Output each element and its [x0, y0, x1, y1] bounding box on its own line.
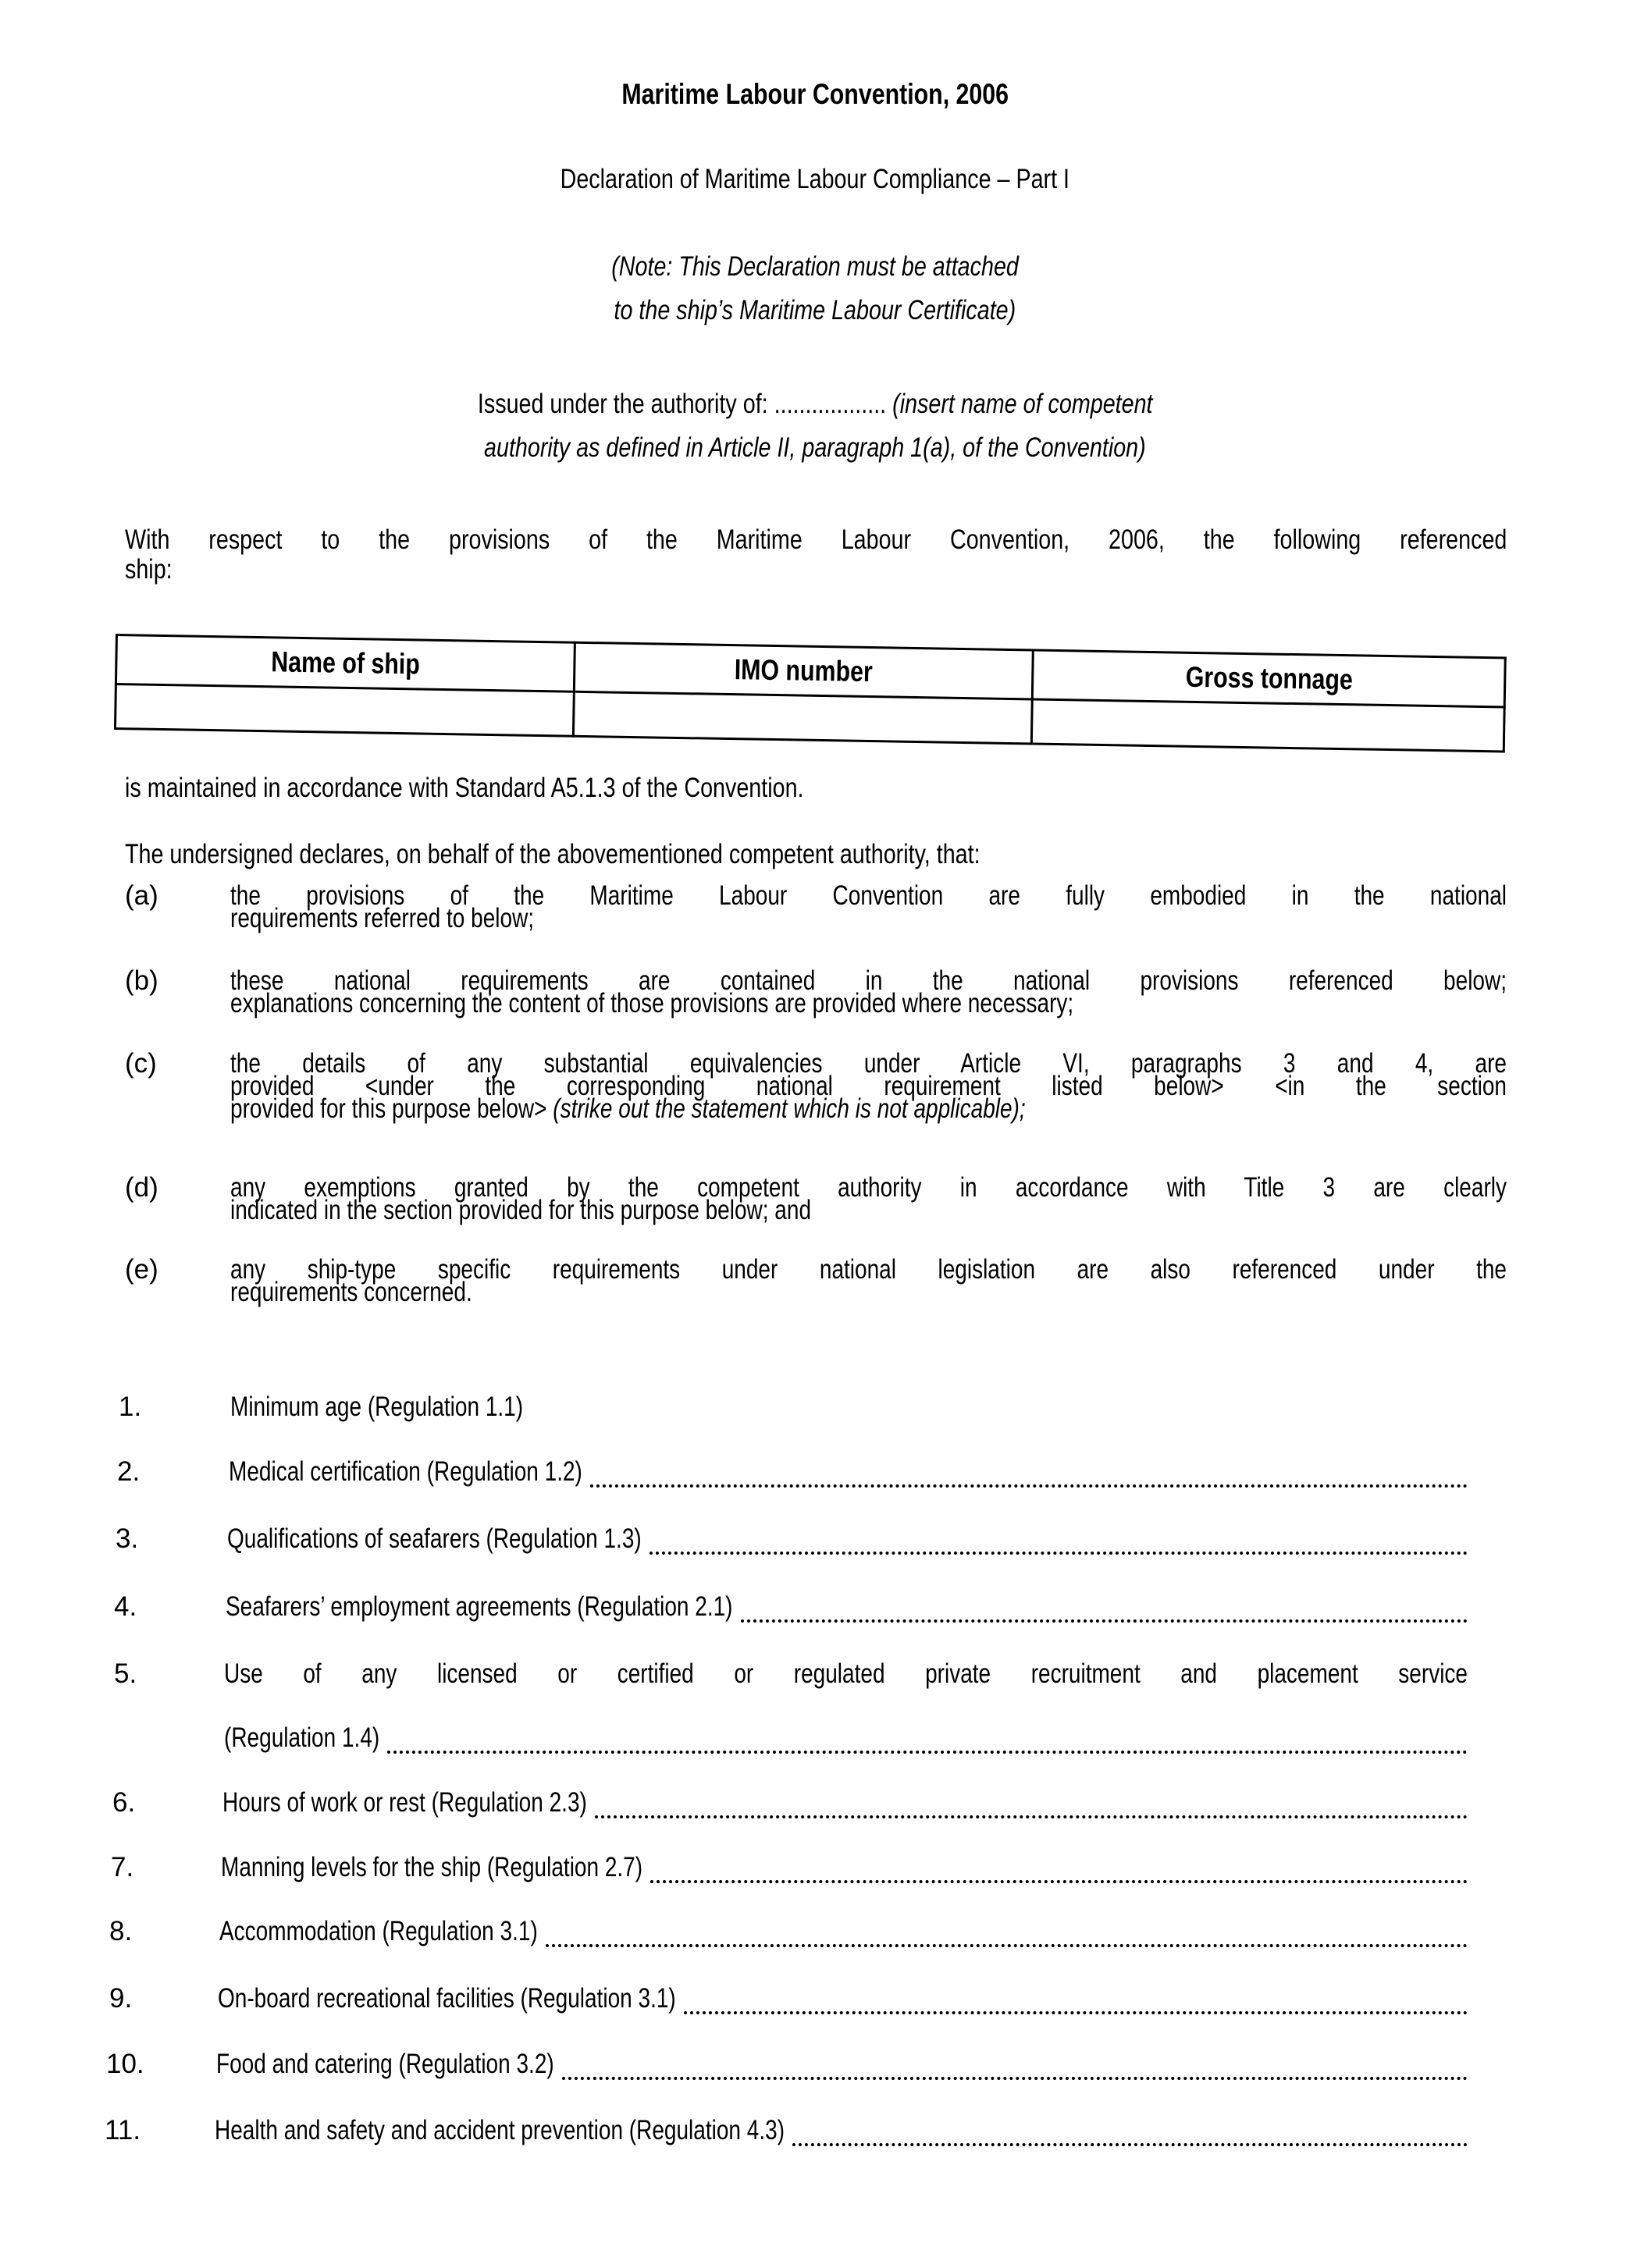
clause-label: (e)	[125, 1254, 158, 1285]
requirement-text: Seafarers’ employment agreements (Regulation 2.1)	[226, 1591, 733, 1622]
clause-label: (b)	[125, 965, 158, 996]
clause-line	[230, 988, 1284, 1019]
requirement-number: 7.	[111, 1852, 134, 1882]
clause-line-text: any ship-type specific requirements under national legislation are also referenced under the	[230, 1254, 1507, 1285]
cell-name-of-ship[interactable]	[115, 684, 574, 737]
clause-label: (c)	[125, 1048, 157, 1079]
clause-line	[230, 1093, 1224, 1125]
clause-line	[230, 903, 610, 934]
authority-prefix: Issued under the authority of:	[477, 389, 774, 419]
authority-name-blank[interactable]: ..................	[774, 389, 886, 419]
note-line-2-text: to the ship’s Maritime Labour Certificate)	[614, 295, 1016, 325]
intro-paragraph	[125, 524, 1507, 556]
requirement-text: Health and safety and accident prevention (Regulation 4.3)	[215, 2115, 785, 2145]
requirement-item	[226, 1591, 859, 1623]
clause-line-text: indicated in the section provided for this purpose below; and	[230, 1195, 812, 1225]
requirement-text: Use of any licensed or certified or regulated private recruitment and placement service	[224, 1658, 1468, 1689]
clause-line	[230, 1277, 532, 1308]
fill-in-dotted-line[interactable]	[650, 1880, 1468, 1883]
authority-line-1	[0, 389, 1630, 420]
declaration-lead-text: The undersigned declares, on behalf of the abovementioned competent authority, that:	[125, 839, 980, 869]
header-imo-number: IMO number	[574, 642, 1033, 699]
clause-line-text: the provisions of the Maritime Labour Convention are fully embodied in the national	[230, 880, 1507, 911]
clause-line-text: these national requirements are contained in the national provisions referenced below;	[230, 965, 1507, 996]
clause-line-text: the details of any substantial equivalencies under Article VI, paragraphs 3 and 4, are	[230, 1048, 1507, 1079]
requirement-number: 9.	[109, 1983, 133, 2014]
requirement-number: 6.	[112, 1787, 136, 1818]
fill-in-dotted-line[interactable]	[684, 2011, 1468, 2014]
intro-line-1: With respect to the provisions of the Maritime Labour Convention, 2006, the following referenced	[125, 524, 1507, 555]
fill-in-dotted-line[interactable]	[792, 2143, 1468, 2146]
requirement-item	[230, 1392, 596, 1423]
requirement-text: Medical certification (Regulation 1.2)	[229, 1456, 582, 1487]
document-subtitle	[0, 164, 1630, 195]
fill-in-dotted-line[interactable]	[741, 1619, 1468, 1623]
header-name-of-ship: Name of ship	[116, 635, 575, 692]
note-line-2	[0, 295, 1630, 326]
fill-in-dotted-line[interactable]	[562, 2077, 1468, 2080]
intro-line-2-text: ship:	[125, 554, 173, 585]
cell-gross-tonnage[interactable]	[1031, 699, 1504, 752]
clause-italic-note: (strike out the statement which is not applicable);	[546, 1093, 1026, 1124]
declaration-lead	[125, 839, 1168, 870]
requirement-text: On-board recreational facilities (Regulation 3.1)	[218, 1983, 676, 2014]
requirement-text: Hours of work or rest (Regulation 2.3)	[222, 1787, 587, 1818]
requirement-number: 5.	[114, 1658, 137, 1689]
clause-line-text: requirements concerned.	[230, 1277, 472, 1307]
clause-label: (d)	[125, 1172, 158, 1203]
requirement-number: 10.	[106, 2049, 144, 2079]
requirement-number: 11.	[105, 2115, 141, 2145]
authority-instruction-1: (insert name of competent	[885, 389, 1153, 419]
clause-line	[230, 1195, 956, 1226]
document-subtitle-text: Declaration of Maritime Labour Compliance – Part I	[560, 164, 1070, 194]
note-line-1	[0, 251, 1630, 283]
note-line-1-text: (Note: This Declaration must be attached	[611, 251, 1019, 282]
clause-label: (a)	[125, 880, 158, 911]
requirement-item	[219, 1916, 617, 1947]
fill-in-dotted-line[interactable]	[650, 1552, 1468, 1555]
requirement-number: 3.	[116, 1523, 139, 1554]
requirement-number: 8.	[109, 1916, 133, 1946]
document-title	[0, 78, 1630, 111]
authority-line-2	[0, 432, 1630, 464]
fill-in-dotted-line[interactable]	[387, 1751, 1468, 1754]
fill-in-dotted-line[interactable]	[590, 1484, 1468, 1488]
clause-line-text: provided <under the corresponding national requirement listed below> <in the section	[230, 1071, 1507, 1101]
requirement-item	[229, 1456, 671, 1488]
requirement-item	[224, 1722, 418, 1754]
requirement-text: (Regulation 1.4)	[224, 1722, 380, 1753]
requirement-number: 4.	[114, 1591, 137, 1622]
clause-line-text: requirements referred to below;	[230, 903, 535, 933]
requirement-item	[227, 1523, 745, 1555]
intro-line-2	[125, 554, 183, 585]
requirement-item	[221, 1852, 748, 1883]
requirement-text: Manning levels for the ship (Regulation 2.7)	[221, 1852, 643, 1882]
requirement-number: 2.	[117, 1456, 141, 1487]
requirement-number: 1.	[119, 1392, 142, 1422]
requirement-item	[216, 2049, 639, 2080]
ship-details-table	[114, 634, 1507, 753]
clause-line-text: explanations concerning the content of those provisions are provided where necessary;	[230, 988, 1074, 1018]
clause-line-text: any exemptions granted by the competent authority in accordance with Title 3 are clearly	[230, 1172, 1507, 1203]
cell-imo-number[interactable]	[573, 691, 1032, 744]
fill-in-dotted-line[interactable]	[546, 1944, 1468, 1947]
fill-in-dotted-line[interactable]	[595, 1815, 1468, 1818]
requirement-item	[224, 1658, 1630, 1690]
authority-instruction-2: authority as defined in Article II, paragraph 1(a), of the Convention)	[484, 432, 1146, 463]
header-gross-tonnage: Gross tonnage	[1032, 650, 1505, 707]
maintained-text: is maintained in accordance with Standard A5.1.3 of the Convention.	[125, 773, 804, 803]
requirement-item	[222, 1787, 678, 1818]
requirement-item	[218, 1983, 790, 2014]
requirement-item	[215, 2115, 927, 2146]
maintained-statement	[125, 773, 952, 804]
document-title-text: Maritime Labour Convention, 2006	[621, 78, 1009, 110]
requirement-text: Food and catering (Regulation 3.2)	[216, 2049, 554, 2079]
requirement-text: Minimum age (Regulation 1.1)	[230, 1392, 524, 1422]
clause-line-text: provided for this purpose below>	[230, 1093, 547, 1124]
requirement-text: Accommodation (Regulation 3.1)	[219, 1916, 538, 1946]
requirement-text: Qualifications of seafarers (Regulation 1.3)	[227, 1523, 642, 1554]
